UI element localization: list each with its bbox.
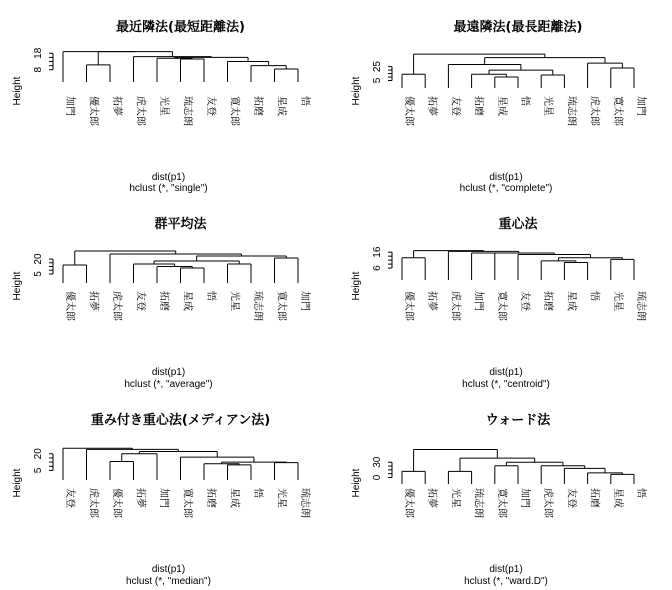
leaf-label: 星成 [228,488,240,508]
dendrogram-link [63,265,87,283]
x-axis-label: dist(p1) [489,172,523,183]
dendrogram-link [157,58,192,82]
dendrogram-link [181,59,205,82]
y-tick-label: 8 [33,66,44,73]
dendrogram-link [541,261,576,280]
chart-title: 最遠隣法(最長距離法) [453,20,583,35]
chart-title: 最近隣法(最短距離法) [116,20,245,35]
leaf-label: 拓夢 [426,488,438,508]
dendrogram-link [134,57,212,82]
panel-median [12,412,312,587]
leaf-label: 加門 [64,96,75,116]
y-tick-label: 20 [33,253,44,265]
leaf-label: 虎太郎 [449,291,461,321]
panel-single [12,19,312,194]
dendrogram-link [275,463,299,480]
dendrogram-link [181,457,254,480]
leaf-label: 寛太郎 [181,488,193,518]
leaf-label: 星成 [495,96,507,116]
method-subtitle: hclust (*, "average") [124,379,213,390]
leaf-label: 光星 [611,291,623,311]
dendrogram-link [228,264,252,283]
y-tick-label: 5 [33,271,44,277]
dendrogram-link [448,251,518,280]
dendrogram-link [402,258,425,280]
leaf-label: 拓磨 [542,291,554,311]
leaf-label: 友登 [449,96,461,116]
leaf-label: 虎太郎 [542,488,554,518]
method-subtitle: hclust (*, "centroid") [462,379,550,390]
dendrogram-link [460,458,535,471]
dendrogram-link [228,465,252,480]
method-subtitle: hclust (*, "complete") [459,183,553,194]
dendrogram-link [75,251,176,265]
leaf-label: 拓夢 [426,96,438,116]
dendrogram-link [275,258,299,283]
dendrogram-link [611,474,634,484]
leaf-label: 加門 [158,488,169,508]
chart-title: 重み付き重心法(メディアン法) [90,413,271,428]
dendrogram-link [485,58,605,65]
dendrogram-link [122,454,157,480]
y-axis-label: Height [12,271,23,301]
leaf-label: 虎太郎 [134,96,146,126]
leaf-label: 友登 [205,96,216,116]
leaf-label: 悟 [588,291,600,301]
leaf-label: 加門 [635,96,646,116]
leaf-label: 光星 [228,291,240,311]
leaf-label: 悟 [635,488,646,498]
leaf-label: 悟 [252,488,263,498]
y-tick-label: 0 [372,474,383,481]
dendrogram-link [110,462,134,480]
leaf-label: 星成 [565,291,577,311]
leaf-label: 星成 [611,488,623,508]
dendrogram-link [228,62,269,82]
dendrogram-link [541,75,564,88]
dendrogram-link [275,69,299,82]
dendrogram-link [564,263,587,281]
leaf-label: 光星 [449,488,461,508]
y-axis-label: Height [351,271,362,301]
leaf-label: 優太郎 [87,96,99,126]
y-axis-label: Height [12,468,23,498]
leaf-label: 拓夢 [426,291,438,311]
leaf-label: 光星 [542,96,554,116]
chart-title: 重心法 [498,217,538,232]
leaf-label: 拓磨 [472,96,484,116]
leaf-label: 虎太郎 [87,488,99,518]
leaf-label: 拓夢 [111,96,122,116]
leaf-label: 琉志朗 [565,96,577,126]
dendrogram-link [518,255,591,280]
leaf-label: 寛太郎 [495,488,507,518]
y-axis-label: Height [351,468,362,498]
leaf-label: 琉志朗 [252,291,263,321]
method-subtitle: hclust (*, "median") [126,576,211,587]
dendrogram-link [472,253,495,280]
leaf-label: 虎太郎 [111,291,122,321]
dendrogram-link [402,74,425,88]
leaf-label: 寛太郎 [611,96,623,126]
leaf-label: 友登 [64,488,75,508]
dendrogram-link [611,68,634,88]
leaf-label: 優太郎 [403,488,414,518]
leaf-label: 琉志朗 [472,488,484,518]
leaf-label: 優太郎 [403,291,414,321]
leaf-label: 加門 [299,291,310,311]
leaf-label: 優太郎 [111,488,122,518]
y-axis-label: Height [351,76,362,106]
dendrogram-link [110,254,241,283]
leaf-label: 星成 [275,96,287,116]
leaf-label: 寛太郎 [228,96,240,126]
dendrogram-link [63,448,132,480]
y-tick-label: 16 [372,246,383,258]
y-tick-label: 20 [33,448,44,460]
leaf-label: 琉志朗 [181,96,193,126]
panel-ward [351,412,648,587]
dendrogram-link [414,450,498,472]
leaf-label: 拓磨 [252,96,263,116]
leaf-label: 拓磨 [588,488,600,508]
leaf-label: 琉志朗 [635,291,646,321]
dendrogram-link [506,462,563,466]
method-subtitle: hclust (*, "single") [129,183,208,194]
leaf-label: 寛太郎 [275,291,287,321]
dendrogram-link [197,256,287,261]
x-axis-label: dist(p1) [151,564,186,575]
dendrogram-link [204,464,239,480]
dendrogram-link [87,65,111,82]
y-tick-label: 5 [33,467,44,474]
leaf-label: 虎太郎 [588,96,600,126]
dendrogram-link [495,466,518,484]
y-tick-label: 25 [372,61,383,73]
panel-average [12,216,312,390]
method-subtitle: hclust (*, "ward.D") [464,576,548,587]
leaf-label: 拓夢 [87,291,99,311]
dendrogram-link [564,468,605,484]
leaf-label: 拓磨 [158,291,169,311]
leaf-label: 友登 [519,291,530,311]
leaf-label: 寛太郎 [495,291,507,321]
panel-centroid [351,216,648,390]
leaf-label: 悟 [299,96,310,106]
leaf-label: 光星 [275,488,287,508]
leaf-label: 拓磨 [205,488,216,508]
dendrogram-link [611,259,634,280]
leaf-label: 拓夢 [134,488,146,508]
x-axis-label: dist(p1) [489,367,523,378]
y-tick-label: 6 [372,265,383,271]
leaf-label: 光星 [158,96,169,116]
x-axis-label: dist(p1) [151,367,186,378]
dendrogram-link [495,77,518,88]
dendrogram-link [402,471,425,484]
panel-complete [351,19,648,194]
dendrogram-link [588,63,623,88]
x-axis-label: dist(p1) [151,172,186,183]
leaf-label: 加門 [519,488,530,508]
y-tick-label: 5 [372,77,383,84]
leaf-label: 友登 [565,488,577,508]
leaf-label: 友登 [134,291,146,311]
dendrogram-link [157,267,192,284]
dendrogram-link [251,66,286,82]
y-axis-label: Height [12,76,23,106]
leaf-label: 優太郎 [403,96,414,126]
leaf-label: 琉志朗 [299,488,310,518]
dendrogram-link [448,65,521,88]
x-axis-label: dist(p1) [489,564,523,575]
dendrogram-link [448,471,471,484]
chart-title: ウォード法 [485,413,551,428]
dendrogram-link [472,74,507,88]
chart-title: 群平均法 [154,217,207,232]
leaf-label: 加門 [472,291,484,311]
leaf-label: 星成 [181,291,193,311]
dendrogram-link [181,268,205,283]
leaf-label: 悟 [205,291,216,301]
dendrogram-link [139,452,217,458]
y-tick-label: 18 [33,47,44,59]
y-tick-label: 30 [372,456,383,468]
dendrogram-link [63,52,135,82]
leaf-label: 優太郎 [64,291,75,321]
leaf-label: 悟 [519,96,530,106]
